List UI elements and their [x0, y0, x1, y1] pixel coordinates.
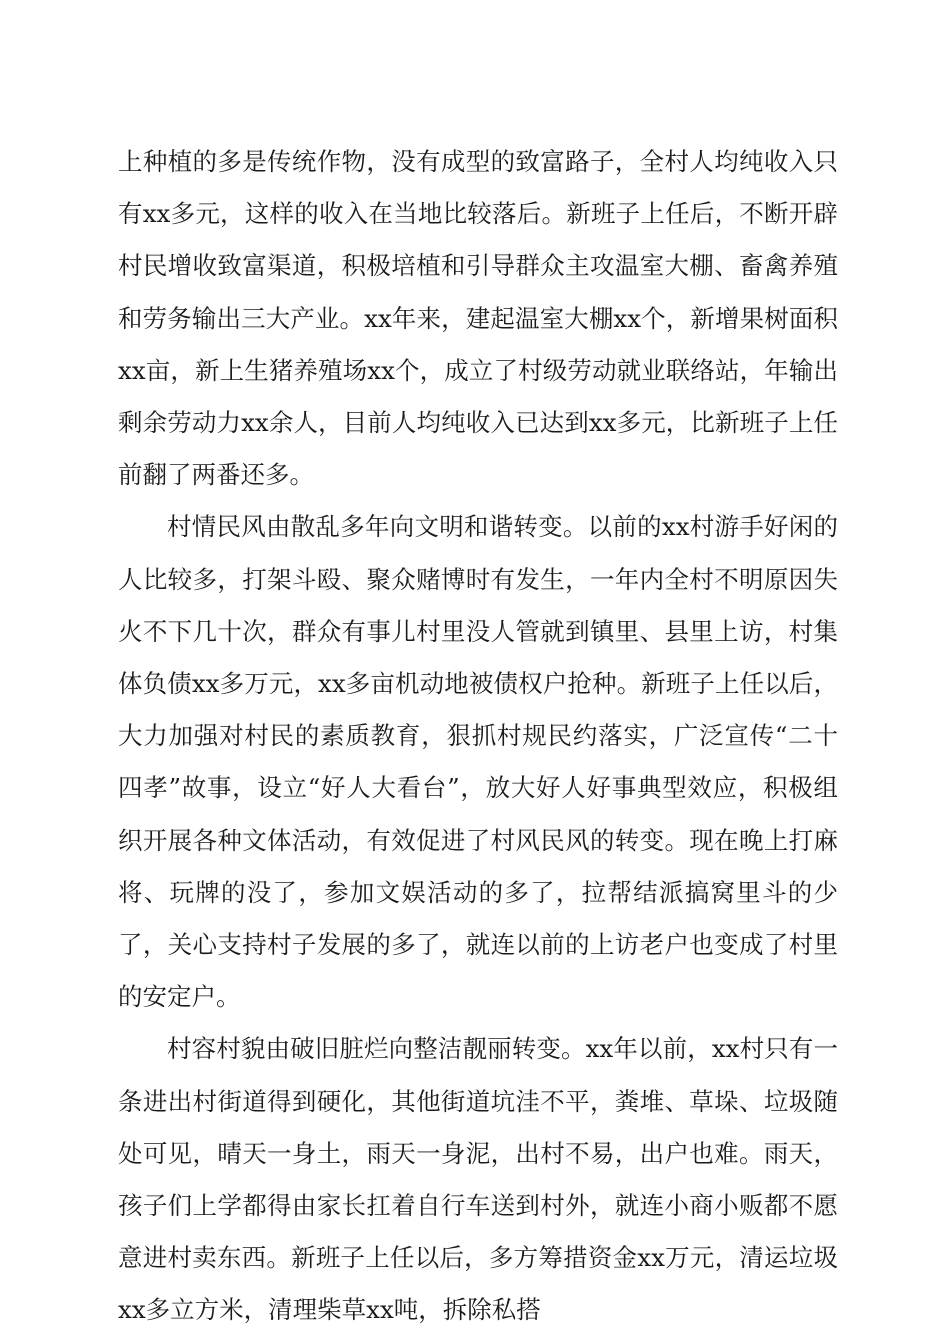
- paragraph-village-customs: 村情民风由散乱多年向文明和谐转变。以前的xx村游手好闲的人比较多，打架斗殴、聚众赌博时有发生，一年内全村不明原因失火不下几十次，群众有事儿村里没人管就到镇里、县里上访，村集体负债xx多万元，xx多亩机动地被债权户抢种。新班子上任以后，大力加强对村民的素质教育，狠抓村规民约落实，广泛宣传“二十四孝”故事，设立“好人大看台”，放大好人好事典型效应，积极组织开展各种文体活动，有效促进了村风民风的转变。现在晚上打麻将、玩牌的没了，参加文娱活动的多了，拉帮结派搞窝里斗的少了，关心支持村子发展的多了，就连以前的上访老户也变成了村里的安定户。: [118, 512, 838, 1012]
- paragraph-continuation: 上种植的多是传统作物，没有成型的致富路子，全村人均纯收入只有xx多元，这样的收入在当地比较落后。新班子上任后，不断开辟村民增收致富渠道，积极培植和引导群众主攻温室大棚、畜禽养殖和劳务输出三大产业。xx年来，建起温室大棚xx个，新增果树面积xx亩，新上生猪养殖场xx个，成立了村级劳动就业联络站，年输出剩余劳动力xx余人，目前人均纯收入已达到xx多元，比新班子上任前翻了两番还多。: [118, 147, 839, 490]
- document-body: [118, 136, 838, 1337]
- paragraph-village-appearance: 村容村貌由破旧脏烂向整洁靓丽转变。xx年以前，xx村只有一条进出村街道得到硬化，其他街道坑洼不平，粪堆、草垛、垃圾随处可见，晴天一身土，雨天一身泥，出村不易，出户也难。雨天，孩子们上学都得由家长扛着自行车送到村外，就连小商小贩都不愿意进村卖东西。新班子上任以后，多方筹措资金xx万元，清运垃圾xx多立方米，清理柴草xx吨，拆除私搭: [118, 1034, 838, 1325]
